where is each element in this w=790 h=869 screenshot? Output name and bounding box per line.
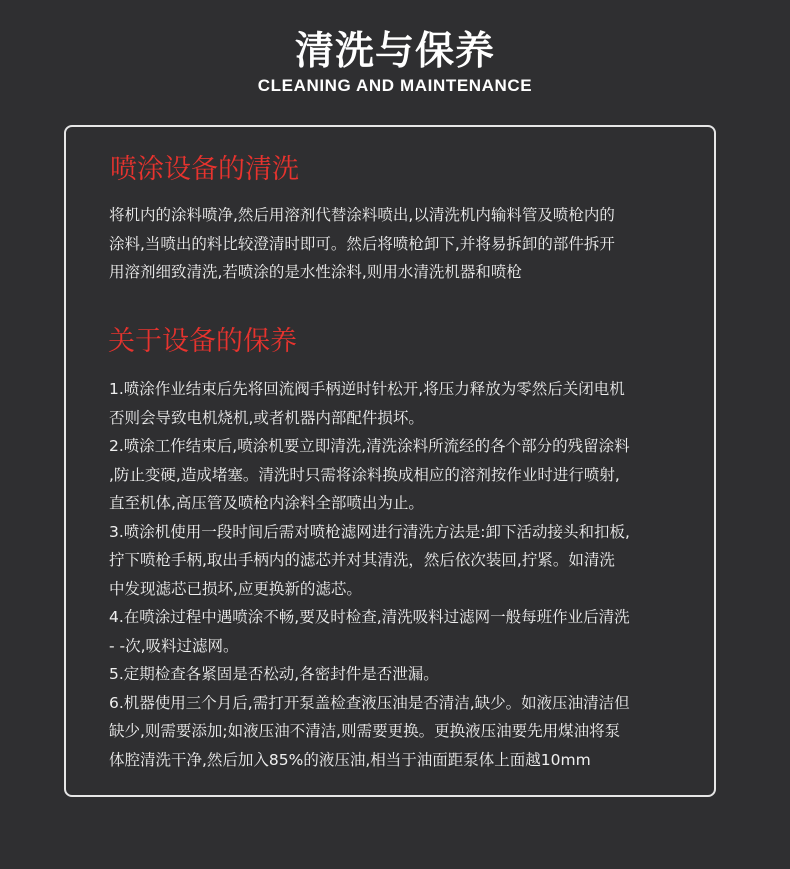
section-text-cleaning: 将机内的涂料喷净,然后用溶剂代替涂料喷出,以清洗机内输料管及喷枪内的 涂料,当喷出的料比较澄清时即可。然后将喷枪卸下,并将易拆卸的部件拆开 用溶剂细致清洗,若喷涂的是水性涂料,则用水清洗机器和喷枪 [109,206,615,281]
page-subtitle: CLEANING AND MAINTENANCE [257,76,533,95]
section-heading-cleaning: 喷涂设备的清洗 [110,154,299,185]
section-heading-maintenance: 关于设备的保养 [108,326,297,357]
section-text-maintenance: 1.喷涂作业结束后先将回流阀手柄逆时针松开,将压力释放为零然后关闭电机 否则会导致电机烧机,或者机器内部配件损坏。 2.喷涂工作结束后,喷涂机要立即清洗,清洗涂料所流经的各个部分的残留涂料 ,防止变硬,造成堵塞。清洗时只需将涂料换成相应的溶剂按作业时进行喷射, 直至机体,高压管及喷枪内涂料全部喷出为止。 3.喷涂机使用一段时间后需对喷枪滤网进行清洗方法是:卸下活动接头和扣板, 拧下喷枪手柄,取出手柄内的滤芯并对其清洗，然后依次装回,拧紧。如清洗 中发现滤芯已损坏,应更换新的滤芯。 4.在喷涂过程中遇喷涂不畅,要及时检查,清洗吸料过滤网一般每班作业后清洗 - -次,吸料过滤网。 5.定期检查各紧固是否松动,各密封件是否泄漏。 6.机器使用三个月后,需打开泵盖检查液压油是否清洁,缺少。如液压油清洁但 缺少,则需要添加;如液压油不清洁,则需要更换。更换液压油要先用煤油将泵 体腔清洗干净,然后加入85%的液压油,相当于油面距泵体上面越10mm [109,380,630,769]
content-panel [64,125,716,797]
page-title: 清洗与保养 [294,29,495,74]
